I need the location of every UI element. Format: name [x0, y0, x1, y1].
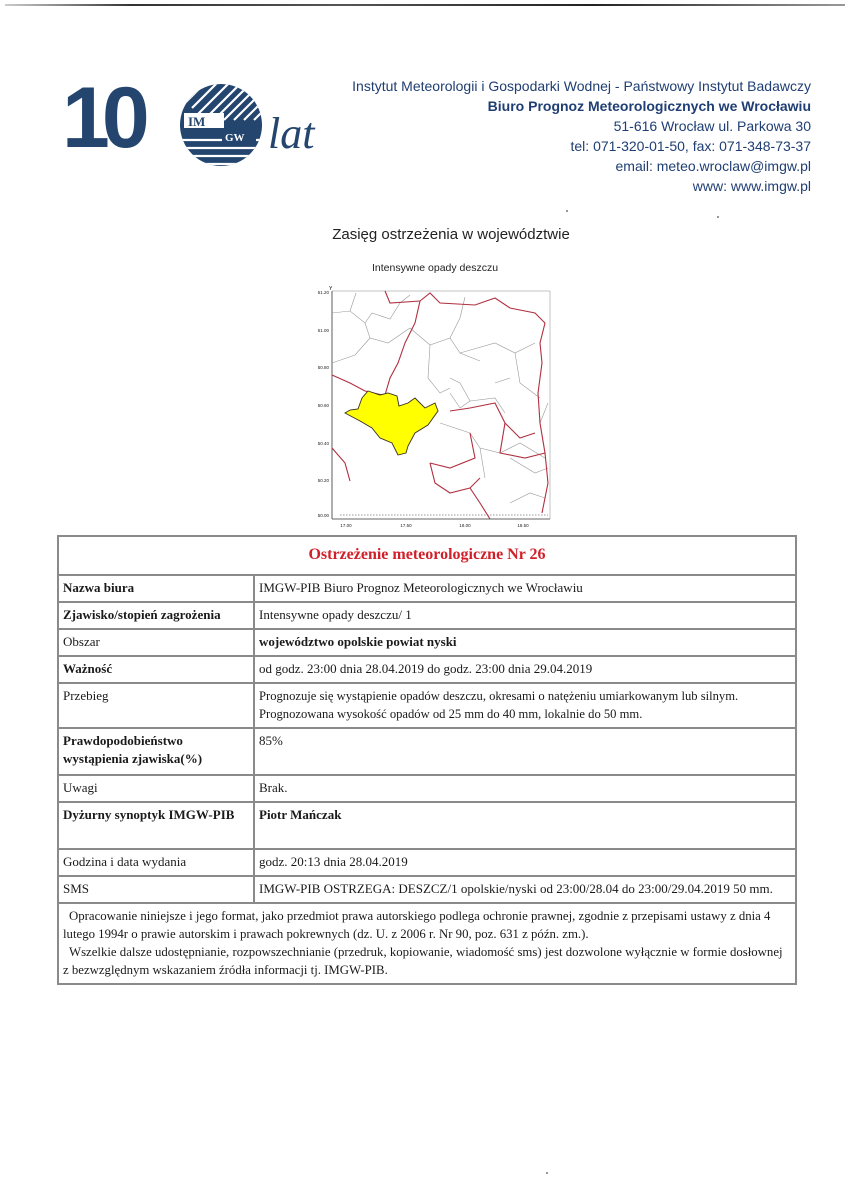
logo-letters-im: IM	[188, 114, 206, 129]
x-tick-label: 18.50	[517, 523, 529, 528]
table-row	[58, 728, 796, 775]
table-row	[58, 683, 796, 728]
legal-redistribution: Wszelkie dalsze udostępnianie, rozpowszechnianie (przedruk, kopiowanie, wiadomość sms) jest dozwolone wyłącznie w formie dosłownej z bezwzględnym wskazaniem źródła informacji tj. IMGW-PIB.	[63, 945, 783, 977]
warning-area-map	[310, 283, 555, 528]
row-label-validity: Ważność	[58, 656, 254, 683]
y-tick-label: 50.40	[317, 441, 329, 446]
table-row	[58, 849, 796, 876]
scan-speck	[717, 216, 719, 218]
y-tick-label: 50.80	[317, 365, 329, 370]
scan-top-edge	[5, 4, 845, 6]
warning-area-nyski	[345, 391, 438, 455]
y-tick-label: 51.20	[317, 290, 329, 295]
x-tick-label: 17.50	[400, 523, 412, 528]
row-value-validity: od godz. 23:00 dnia 28.04.2019 do godz. 23:00 dnia 29.04.2019	[254, 656, 796, 683]
legal-notice	[58, 903, 796, 984]
row-label-probability: Prawdopodobieństwo wystąpienia zjawiska(%)	[58, 728, 254, 775]
logo-number: 10	[62, 70, 142, 166]
y-tick-label: 50.00	[317, 513, 329, 518]
map-subtitle: Intensywne opady deszczu	[372, 262, 499, 274]
y-tick-label: 51.00	[317, 328, 329, 333]
table-row	[58, 802, 796, 849]
row-label-phenomenon: Zjawisko/stopień zagrożenia	[58, 602, 254, 629]
map-y-axis-label: Y	[329, 286, 333, 292]
row-value-issued: godz. 20:13 dnia 28.04.2019	[254, 849, 796, 876]
warning-title: Ostrzeżenie meteorologiczne Nr 26	[58, 536, 796, 575]
y-tick-label: 50.20	[317, 478, 329, 483]
table-row	[58, 656, 796, 683]
table-row	[58, 876, 796, 903]
row-value-course: Prognozuje się wystąpienie opadów deszczu, okresami o natężeniu umiarkowanym lub silnym. Prognozowana wysokość opadów od 25 mm do 40 mm, lokalnie do 50 mm.	[254, 683, 796, 728]
office-website[interactable]: www: www.imgw.pl	[692, 178, 811, 194]
table-row	[58, 602, 796, 629]
x-tick-label: 18.00	[459, 523, 471, 528]
institute-name: Instytut Meteorologii i Gospodarki Wodnej - Państwowy Instytut Badawczy	[352, 78, 811, 94]
row-value-forecaster: Piotr Mańczak	[254, 802, 796, 849]
imgw-emblem-logo	[178, 82, 264, 168]
row-value-remarks: Brak.	[254, 775, 796, 802]
row-value-probability: 85%	[254, 728, 796, 775]
x-tick-label: 17.00	[340, 523, 352, 528]
row-label-area: Obszar	[58, 629, 254, 656]
map-title: Zasięg ostrzeżenia w województwie	[332, 226, 570, 243]
row-value-area: województwo opolskie powiat nyski	[254, 629, 796, 656]
row-label-remarks: Uwagi	[58, 775, 254, 802]
office-email[interactable]: email: meteo.wroclaw@imgw.pl	[615, 158, 811, 174]
office-phone: tel: 071-320-01-50, fax: 071-348-73-37	[570, 138, 811, 154]
row-value-office: IMGW-PIB Biuro Prognoz Meteorologicznych we Wrocławiu	[254, 575, 796, 602]
table-row	[58, 775, 796, 802]
logo-letters-gw: GW	[225, 132, 245, 144]
row-label-course: Przebieg	[58, 683, 254, 728]
table-row	[58, 629, 796, 656]
row-label-issued: Godzina i data wydania	[58, 849, 254, 876]
table-row	[58, 575, 796, 602]
office-address: 51-616 Wrocław ul. Parkowa 30	[613, 118, 811, 134]
row-label-forecaster: Dyżurny synoptyk IMGW-PIB	[58, 802, 254, 849]
warning-table	[57, 535, 797, 985]
scan-speck	[546, 1172, 548, 1174]
scan-speck	[566, 210, 568, 212]
row-value-phenomenon: Intensywne opady deszczu/ 1	[254, 602, 796, 629]
y-tick-label: 50.60	[317, 403, 329, 408]
office-name: Biuro Prognoz Meteorologicznych we Wrocławiu	[487, 98, 811, 114]
row-label-office: Nazwa biura	[58, 575, 254, 602]
legal-copyright: Opracowanie niniejsze i jego format, jako przedmiot prawa autorskiego podlega ochronie prawnej, zgodnie z przepisami ustawy z dnia 4 lutego 1994r o prawie autorskim i prawach pokrewnych (dz. U. z 2006 r. Nr 90, poz. 631 z późn. zm.).	[63, 909, 771, 941]
row-label-sms: SMS	[58, 876, 254, 903]
row-value-sms: IMGW-PIB OSTRZEGA: DESZCZ/1 opolskie/nyski od 23:00/28.04 do 23:00/29.04.2019 50 mm.	[254, 876, 796, 903]
letterhead	[352, 76, 811, 196]
logo-script: lat	[268, 109, 315, 158]
